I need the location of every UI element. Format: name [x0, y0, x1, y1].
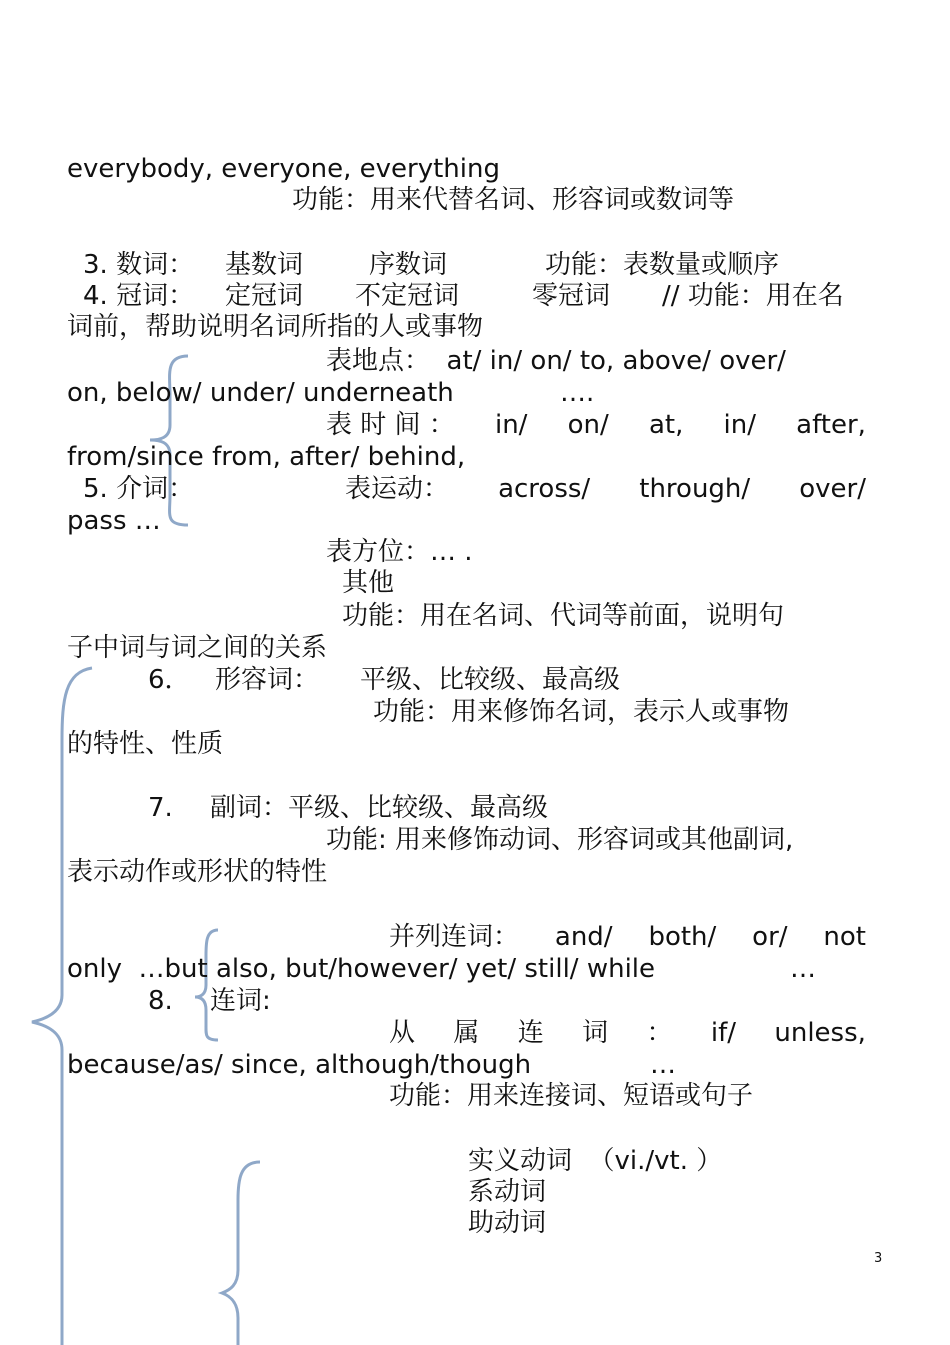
zero-article: 零冠词 — [532, 281, 611, 311]
sub-word: if/ — [710, 1018, 737, 1048]
numeral-heading: 3. 数词： — [83, 250, 195, 280]
prep-other: 其他 — [342, 568, 395, 598]
prep-motion-label: 表运动： — [345, 474, 450, 504]
prep-function-cont: 子中词与词之间的关系 — [67, 633, 328, 663]
coord-cont: only …but also, but/however/ yet/ still/ while — [67, 954, 656, 984]
conjunction-heading: 连词: — [210, 986, 271, 1016]
coord-word: or/ — [752, 922, 788, 952]
sub-label-char: 连 — [517, 1018, 544, 1048]
prep-motion-word: over/ — [799, 474, 866, 504]
prep-time-word: after, — [796, 410, 866, 440]
prep-place-ellipsis: …. — [560, 378, 595, 408]
prep-motion-word: across/ — [498, 474, 591, 504]
adjective-function-cont: 的特性、性质 — [67, 729, 224, 759]
sub-word: unless, — [774, 1018, 866, 1048]
ordinal-numeral: 序数词 — [369, 250, 448, 280]
coord-ellipsis: … — [790, 954, 816, 984]
adverb-number: 7. — [148, 793, 173, 823]
adjective-number: 6． — [148, 665, 191, 695]
definite-article: 定冠词 — [225, 281, 304, 311]
numeral-function: 功能：表数量或顺序 — [545, 250, 780, 280]
prep-place: 表地点： at/ in/ on/ to, above/ over/ — [326, 346, 786, 376]
prep-motion-word: through/ — [639, 474, 751, 504]
sub-cont: because/as/ since, although/though — [67, 1050, 532, 1080]
prep-time-word: at, — [648, 410, 684, 440]
sub-ellipsis: … — [650, 1050, 676, 1080]
prep-time — [326, 409, 866, 441]
adjective-function: 功能：用来修饰名词，表示人或事物 — [373, 697, 790, 727]
subordinating-conjunctions — [389, 1017, 866, 1049]
prep-place-cont: on, below/ under/ underneath — [67, 378, 454, 408]
conjunction-number: 8. — [148, 986, 173, 1016]
pronoun-function: 功能：用来代替名词、形容词或数词等 — [292, 185, 735, 215]
article-function-cont: 词前，帮助说明名词所指的人或事物 — [67, 312, 484, 342]
prep-direction: 表方位：… . — [326, 537, 473, 567]
prep-time-label: 表 时 间 ： — [326, 410, 455, 440]
prep-motion — [345, 473, 866, 505]
sub-label-colon: ： — [646, 1018, 673, 1048]
article-function: // 功能：用在名 — [662, 281, 844, 311]
prep-function: 功能：用在名词、代词等前面，说明句 — [342, 601, 785, 631]
page-number: 3 — [874, 1251, 883, 1266]
coordinating-conjunctions — [389, 921, 866, 953]
adjective-heading: 形容词： — [215, 665, 320, 695]
sub-label-char: 从 — [389, 1018, 416, 1048]
notional-verb: 实义动词 （vi./vt. ） — [468, 1146, 723, 1176]
adverb-heading: 副词：平级、比较级、最高级 — [210, 793, 549, 823]
coord-label: 并列连词： — [389, 922, 520, 952]
prep-time-word: in/ — [723, 410, 756, 440]
adjective-degrees: 平级、比较级、最高级 — [360, 665, 621, 695]
sub-label-char: 属 — [453, 1018, 480, 1048]
indefinite-article: 不定冠词 — [355, 281, 460, 311]
auxiliary-verb: 助动词 — [468, 1208, 547, 1238]
prep-time-word: in/ — [494, 410, 528, 440]
coord-word: and/ — [554, 922, 613, 952]
main-brace — [32, 668, 92, 1345]
cardinal-numeral: 基数词 — [225, 250, 304, 280]
coord-word: both/ — [648, 922, 717, 952]
prep-time-cont: from/since from, after/ behind, — [67, 442, 466, 472]
linking-verb: 系动词 — [468, 1177, 547, 1207]
prep-time-word: on/ — [567, 410, 609, 440]
prep-motion-cont: pass … — [67, 506, 161, 536]
verb-brace — [222, 1162, 260, 1345]
conjunction-function: 功能：用来连接词、短语或句子 — [389, 1081, 754, 1111]
pronoun-examples: everybody, everyone, everything — [67, 154, 500, 184]
adverb-function-cont: 表示动作或形状的特性 — [67, 857, 328, 887]
preposition-heading: 5. 介词： — [83, 474, 195, 504]
coord-word: not — [823, 922, 866, 952]
article-heading: 4. 冠词： — [83, 281, 195, 311]
adverb-function: 功能: 用来修饰动词、形容词或其他副词, — [326, 825, 794, 855]
sub-label-char: 词 — [582, 1018, 609, 1048]
